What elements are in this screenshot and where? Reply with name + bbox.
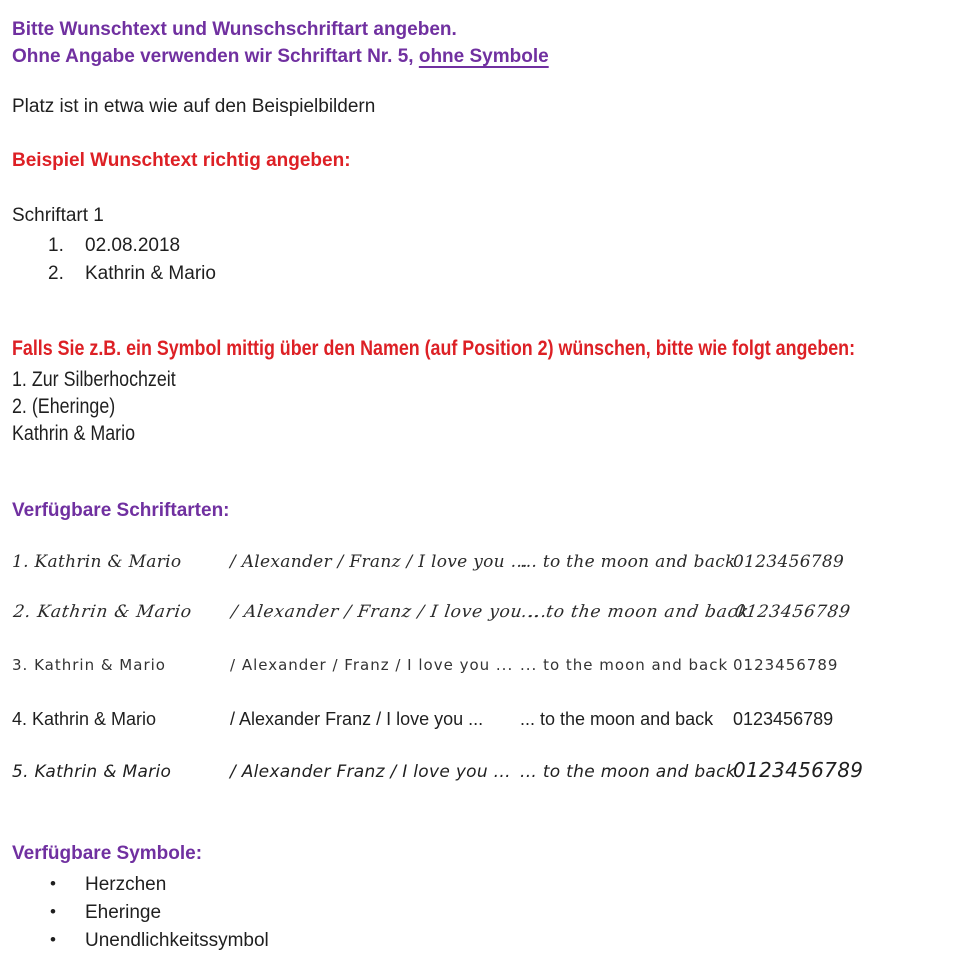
example-item-text: Kathrin & Mario (85, 262, 216, 284)
symbol-instruction-line: 2. (Eheringe) (12, 395, 116, 418)
space-note: Platz ist in etwa wie auf den Beispielbildern (12, 96, 376, 117)
font-sample-row-2 (12, 602, 965, 622)
symbols-heading: Verfügbare Symbole: (12, 843, 203, 864)
font-sample-names: / Alexander / Franz / I love you ... (230, 552, 528, 572)
intro-line-2-underlined: ohne Symbole (418, 46, 549, 67)
symbol-item-text: Eheringe (85, 902, 162, 923)
font-sample-row-3 (12, 656, 962, 674)
symbol-instruction-lines (12, 366, 176, 447)
bullet-icon: • (50, 902, 56, 921)
symbol-list-item (12, 899, 269, 927)
fonts-heading: Verfügbare Schriftarten: (12, 500, 230, 521)
symbols-list (12, 871, 269, 955)
font-sample-digits: 0123456789 (733, 602, 852, 622)
example-font-label: Schriftart 1 (12, 205, 104, 226)
font-sample-phrase: ... to the moon and back (520, 762, 736, 782)
font-sample-names: / Alexander Franz / I love you ... (230, 709, 484, 729)
example-item-text: 02.08.2018 (85, 235, 181, 256)
intro-heading (12, 16, 549, 70)
example-list-item (48, 232, 216, 260)
font-sample-digits: 0123456789 (733, 709, 834, 729)
font-sample-digits: 0123456789 (733, 552, 845, 572)
symbol-instruction-line: Kathrin & Mario (12, 422, 136, 445)
symbol-instruction-heading: Falls Sie z.B. ein Symbol mittig über den Namen (auf Position 2) wünschen, bitte wie folgt angeben: (12, 337, 856, 360)
font-sample-label: 1. Kathrin & Mario (12, 552, 182, 572)
intro-heading-line-1: Bitte Wunschtext und Wunschschriftart angeben. (12, 19, 457, 40)
example-list-item (48, 260, 216, 288)
symbol-item-text: Unendlichkeitssymbol (85, 930, 269, 951)
example-heading: Beispiel Wunschtext richtig angeben: (12, 150, 351, 171)
font-sample-row-4 (12, 709, 962, 730)
font-sample-names: / Alexander / Franz / I love you ... (230, 656, 514, 674)
intro-heading-line-2 (12, 43, 549, 70)
font-sample-row-1 (12, 552, 962, 572)
bullet-icon: • (50, 930, 56, 949)
font-sample-label: 3. Kathrin & Mario (12, 656, 166, 674)
example-item-number: 2. (48, 262, 64, 284)
font-sample-label: 2. Kathrin & Mario (12, 602, 194, 622)
font-sample-phrase: ... to the moon and back (520, 709, 714, 729)
symbol-instruction-line: 1. Zur Silberhochzeit (12, 368, 176, 391)
intro-line-2-prefix: Ohne Angabe verwenden wir Schriftart Nr. 5, (12, 46, 419, 67)
font-sample-phrase: ... to the moon and back (520, 602, 751, 622)
font-sample-digits: 0123456789 (733, 758, 864, 782)
example-item-number: 1. (48, 235, 64, 256)
symbol-list-item (12, 927, 269, 955)
example-list (48, 232, 216, 287)
font-sample-names: / Alexander Franz / I love you ... (230, 762, 511, 782)
font-sample-label: 4. Kathrin & Mario (12, 709, 157, 729)
font-sample-label: 5. Kathrin & Mario (12, 762, 172, 782)
font-sample-names: / Alexander / Franz / I love you ... (230, 602, 549, 622)
font-sample-phrase: ... to the moon and back (520, 656, 729, 674)
symbol-item-text: Herzchen (85, 874, 167, 895)
font-sample-digits: 0123456789 (733, 656, 839, 674)
font-sample-row-5 (12, 758, 962, 782)
font-sample-phrase: ... to the moon and back (520, 552, 736, 572)
bullet-icon: • (50, 874, 56, 893)
symbol-list-item (12, 871, 269, 899)
